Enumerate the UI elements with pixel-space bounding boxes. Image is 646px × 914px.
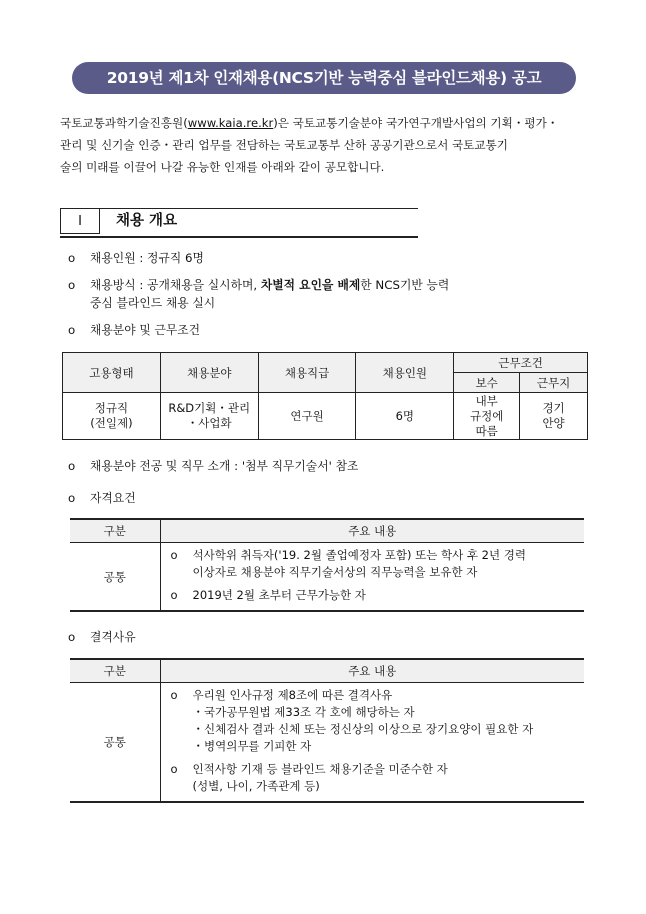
bullet-continuation: 중심 블라인드 채용 실시: [90, 296, 216, 310]
header-category: 구분: [70, 519, 160, 543]
section-number: Ⅰ: [60, 209, 100, 234]
cell-location: 경기 안양: [520, 393, 588, 440]
conditions-table: [62, 352, 588, 440]
bullet-recruit-method: o 채용방식 : 공개채용을 실시하며, 차별적 요인을 배제한 NCS기반 능력 중심 블라인드 채용 실시: [68, 278, 450, 310]
bullet-marker: o: [68, 459, 76, 473]
bullet-marker: o: [68, 251, 76, 265]
bullet-qualifications: o 자격요건: [68, 491, 136, 505]
bullet-major-intro: o 채용분야 전공 및 직무 소개 : '첨부 직무기술서' 참조: [68, 459, 359, 473]
page-title: 2019년 제1차 인재채용(NCS기반 능력중심 블라인드채용) 공고: [72, 62, 576, 94]
table-row: [70, 543, 584, 612]
header-grade: 채용직급: [258, 353, 356, 393]
website-link[interactable]: www.kaia.re.kr: [187, 116, 274, 130]
cell-content: o 석사학위 취득자('19. 2월 졸업예정자 포함) 또는 학사 후 2년 경력 이상자로 채용분야 직무기술서상의 직무능력을 보유한 자 o 2019년 2월 초부터 근무가능한 자: [160, 543, 584, 612]
cell-field: R&D기획・관리 ・사업화: [160, 393, 258, 440]
header-work-conditions: 근무조건: [454, 353, 588, 373]
table-row: [70, 683, 584, 803]
intro-line-3: 술의 미래를 이끌어 나갈 유능한 인재를 아래와 같이 공모합니다.: [60, 160, 385, 174]
cell-grade: 연구원: [258, 393, 356, 440]
header-count: 채용인원: [356, 353, 454, 393]
header-location: 근무지: [520, 373, 588, 393]
qualifications-table: [70, 518, 584, 612]
bullet-marker: o: [68, 491, 76, 505]
intro-paragraph: [60, 112, 594, 178]
header-pay: 보수: [454, 373, 520, 393]
header-employment-type: 고용형태: [63, 353, 161, 393]
cell-content: o 우리원 인사규정 제8조에 따른 결격사유 ・국가공무원법 제33조 각 호에 해당하는 자 ・신체검사 결과 신체 또는 정신상의 이상으로 장기요양이 필요한 자 ・병역의무를 기피한 자 o 인적사항 기재 등 블라인드 채용기준을 미준수한 자 (성별, 나이, 가족관계 등): [160, 683, 584, 803]
bullet-marker: o: [68, 278, 76, 292]
section-title: 채용 개요: [116, 213, 178, 229]
header-content: 주요 내용: [160, 519, 584, 543]
table-row: [63, 393, 588, 440]
cell-pay: 내부 규정에 따름: [454, 393, 520, 440]
intro-line-2: 관리 및 신기술 인증・관리 업무를 전담하는 국토교통부 산하 공공기관으로서 국토교통기: [60, 138, 508, 152]
disqualifications-table: [70, 658, 584, 803]
cell-category: 공통: [70, 543, 160, 612]
bullet-recruit-count: o 채용인원 : 정규직 6명: [68, 251, 204, 265]
header-content: 주요 내용: [160, 659, 584, 683]
cell-category: 공통: [70, 683, 160, 803]
emphasis-text: 차별적 요인을 배제: [260, 278, 361, 292]
bullet-field-conditions: o 채용분야 및 근무조건: [68, 323, 201, 337]
bullet-disqualifications: o 결격사유: [68, 630, 136, 644]
cell-count: 6명: [356, 393, 454, 440]
cell-employment-type: 정규직 (전일제): [63, 393, 161, 440]
section-header: [60, 208, 418, 238]
intro-line-1: 국토교통과학기술진흥원(www.kaia.re.kr)은 국토교통기술분야 국가연구개발사업의 기획・평가・: [60, 116, 559, 130]
header-field: 채용분야: [160, 353, 258, 393]
header-category: 구분: [70, 659, 160, 683]
bullet-marker: o: [68, 630, 76, 644]
bullet-marker: o: [68, 323, 76, 337]
